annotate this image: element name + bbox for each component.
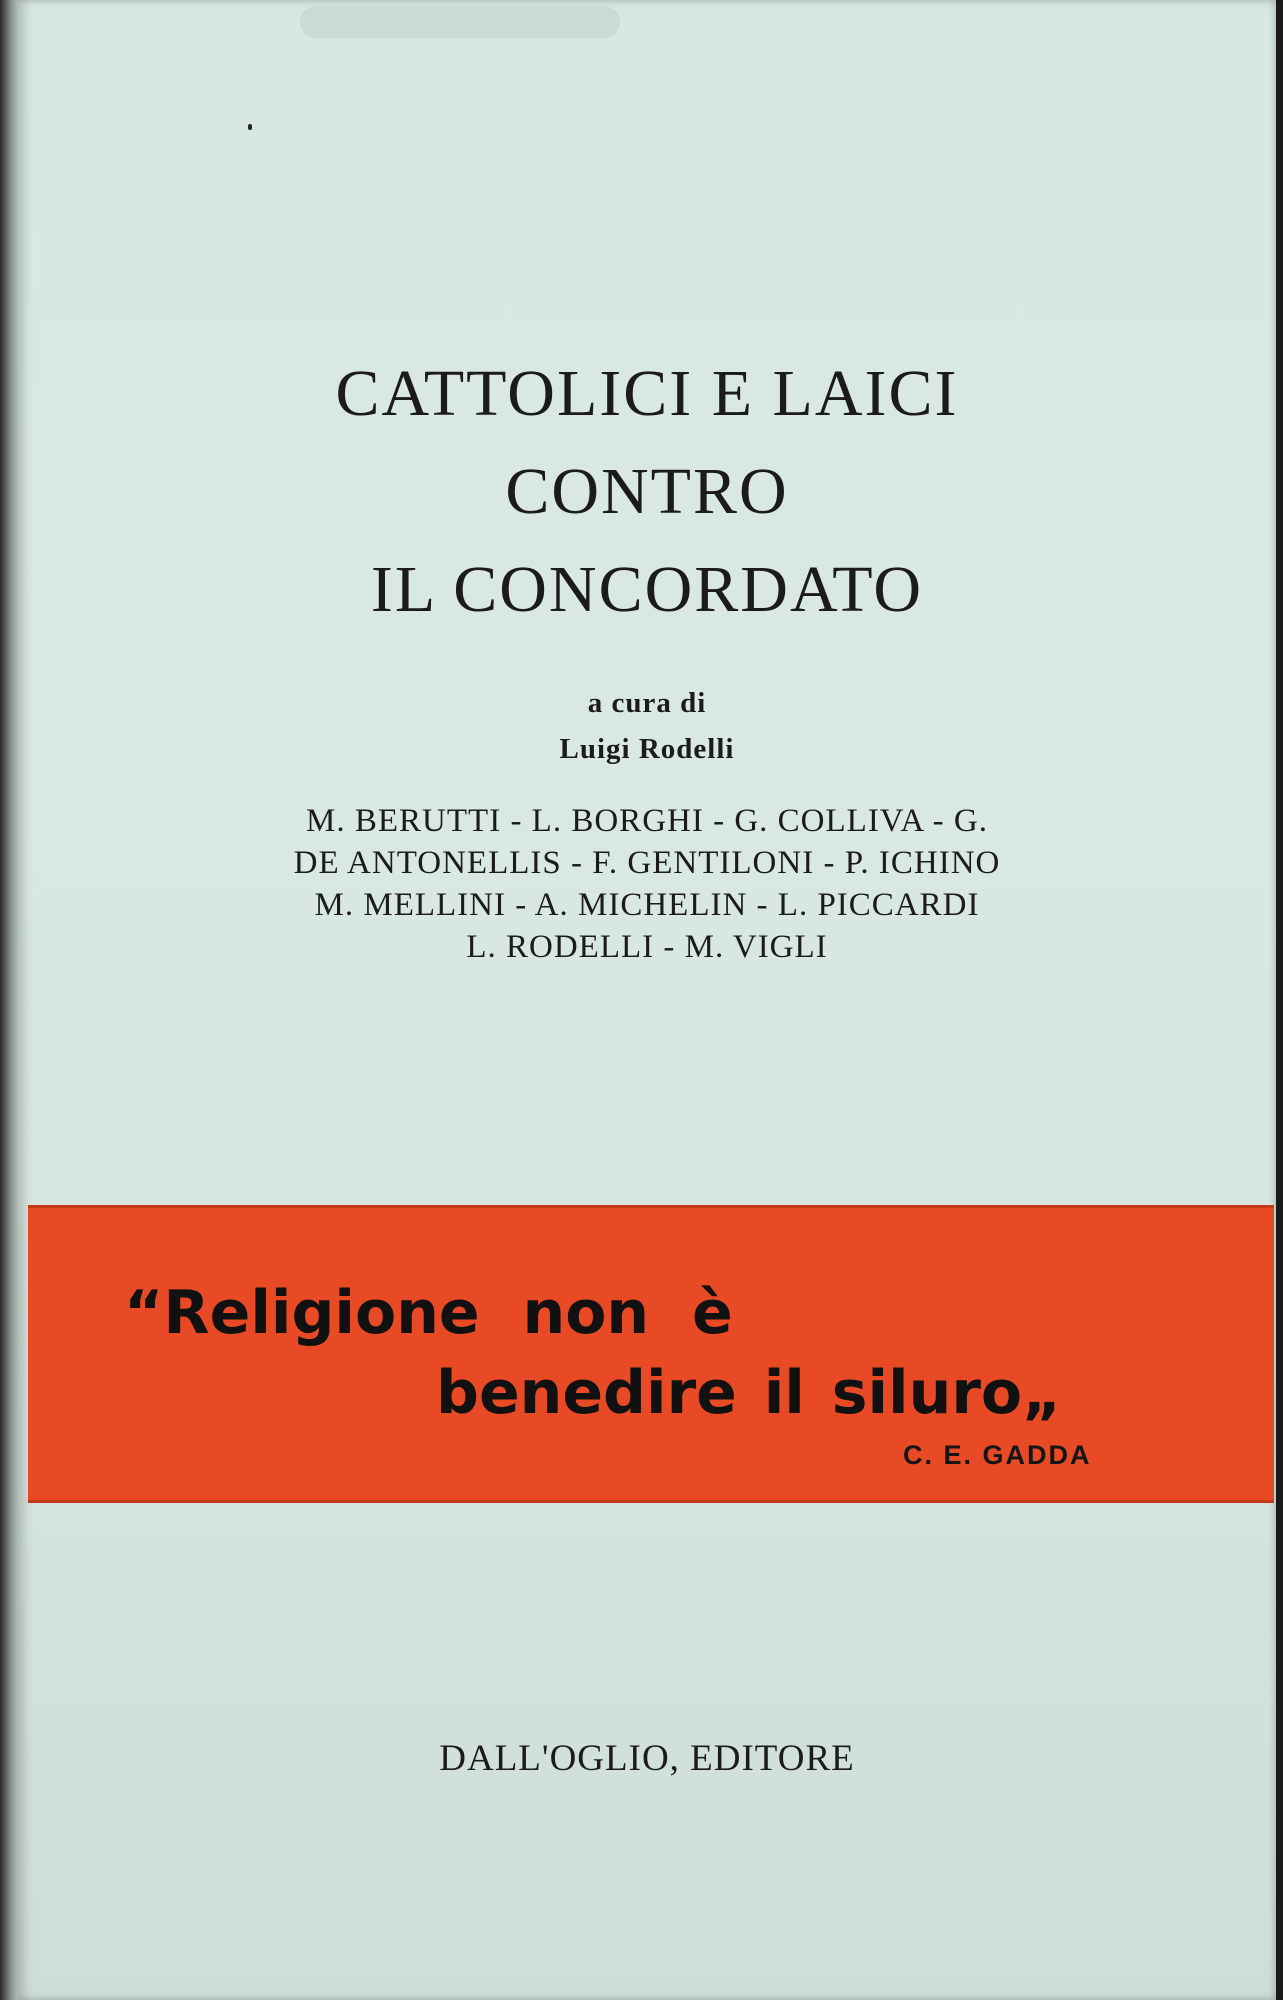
author-line-1: M. BERUTTI - L. BORGHI - G. COLLIVA - G.: [306, 803, 988, 839]
author-line-4: L. RODELLI - M. VIGLI: [466, 929, 828, 965]
editor-name: Luigi Rodelli: [559, 733, 735, 765]
author-list: [18, 800, 1276, 968]
quote-band: [28, 1205, 1274, 1503]
author-line-3: M. MELLINI - A. MICHELIN - L. PICCARDI: [314, 887, 980, 923]
title-line-1: CATTOLICI E LAICI: [335, 357, 959, 430]
book-cover: [18, 0, 1276, 2000]
editor-credit: [18, 680, 1276, 772]
title-line-2: CONTRO: [505, 455, 789, 528]
quote-line-2: benedire il siluro„: [436, 1358, 1062, 1428]
book-title: [18, 345, 1276, 639]
editor-intro: a cura di: [587, 687, 707, 719]
title-line-3: IL CONCORDATO: [370, 553, 924, 626]
quote-line-1: “Religione non è: [124, 1278, 733, 1348]
quote-author: C. E. GADDA: [903, 1440, 1092, 1470]
cover-stain: [300, 6, 620, 38]
cover-speck: [248, 124, 252, 130]
publisher-name: DALL'OGLIO, EDITORE: [439, 1738, 855, 1779]
author-line-2: DE ANTONELLIS - F. GENTILONI - P. ICHINO: [293, 845, 1001, 881]
